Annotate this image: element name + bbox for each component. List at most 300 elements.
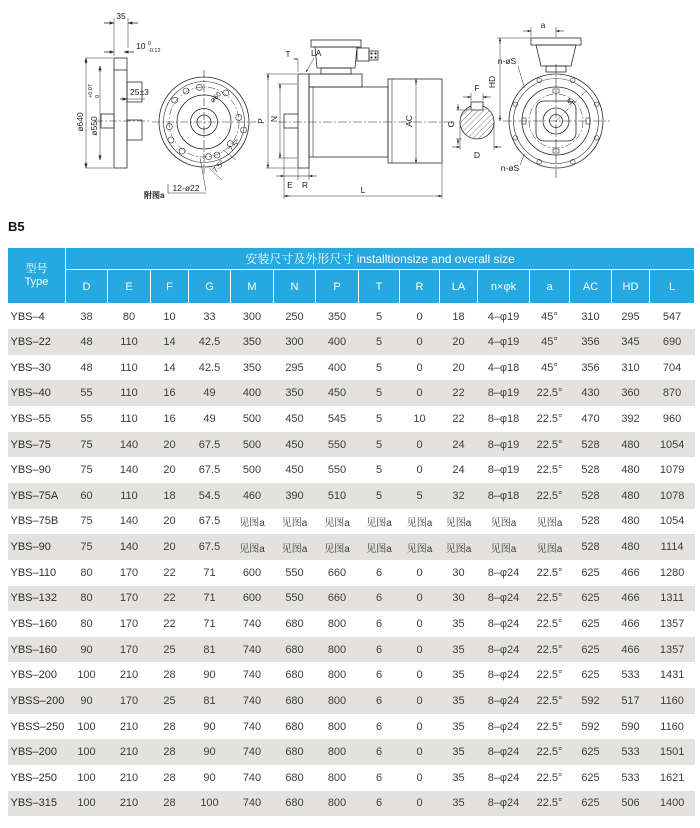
dimension-cell: 680 — [285, 618, 304, 630]
dimension-cell: 210 — [119, 746, 139, 759]
table-body — [8, 304, 695, 817]
dimension-cell: 14 — [163, 361, 176, 374]
dimension-cell: 8–φ24 — [487, 669, 520, 682]
section-label-b5: B5 — [8, 219, 25, 234]
dimension-cell: 450 — [285, 412, 304, 425]
dimension-cell: 100 — [77, 797, 96, 810]
header-col-G: G — [189, 270, 231, 304]
dimension-cell: 740 — [242, 771, 262, 784]
dimension-cell: 1054 — [659, 438, 685, 451]
dimension-cell: 625 — [581, 592, 600, 605]
dimension-cell: 67.5 — [198, 541, 221, 554]
dimension-cell: 360 — [621, 387, 640, 400]
dimension-cell: 592 — [581, 720, 600, 733]
dimension-cell: 295 — [285, 361, 304, 374]
dimension-cell: 90 — [203, 669, 216, 682]
dim-L: L — [360, 185, 366, 195]
dimension-cell: 1357 — [659, 643, 685, 656]
dimension-cell: 0 — [416, 694, 423, 707]
dimension-cell: 22.5° — [536, 643, 563, 656]
table-row — [8, 662, 695, 688]
dimension-cell: 1311 — [660, 592, 684, 605]
table-row — [8, 432, 695, 458]
dimension-cell: 24 — [452, 464, 465, 477]
dimension-cell: 20 — [452, 335, 465, 348]
dimension-cell: 5 — [375, 412, 383, 425]
header-model-cn: 型号 — [25, 262, 48, 275]
dimension-cell: 466 — [621, 618, 640, 630]
dimension-cell: 35 — [452, 797, 465, 810]
dimension-cell: 6 — [375, 643, 383, 656]
dimension-cell: 356 — [581, 361, 600, 374]
dimension-cell: 0 — [416, 771, 423, 784]
dimension-cell: 170 — [119, 618, 139, 630]
dimension-cell: 35 — [452, 720, 465, 733]
dimension-cell: 54.5 — [198, 489, 221, 502]
dimension-cell: 545 — [327, 412, 347, 425]
table-row — [8, 509, 695, 535]
header-col-AC: AC — [570, 270, 612, 304]
model-type-cell: YBS–160 — [10, 643, 57, 656]
dimension-cell: 见图a — [445, 543, 472, 555]
dimension-cell: 590 — [621, 720, 640, 733]
dim-P: P — [256, 118, 266, 124]
dimension-cell: 110 — [120, 335, 138, 348]
dim-25: 25±3 — [130, 87, 149, 97]
dimension-cell: 500 — [242, 438, 262, 451]
dimension-cell: 35 — [452, 618, 465, 630]
dimension-cell: 见图a — [490, 543, 517, 555]
dimension-cell: 0 — [416, 335, 423, 348]
dimension-cell: 0 — [416, 310, 423, 323]
dimension-cell: 350 — [242, 335, 262, 348]
dimension-cell: 48 — [80, 335, 93, 348]
dim-550-tol-up: +0.07 — [88, 84, 94, 98]
dimension-cell: 14 — [163, 335, 176, 348]
dimension-cell: 510 — [327, 489, 347, 502]
dimension-cell: 22.5° — [536, 489, 563, 502]
dimension-cell: 90 — [203, 746, 216, 759]
dimension-cell: 见图a — [239, 543, 265, 555]
dimension-cell: 6 — [375, 618, 383, 630]
dimension-cell: 533 — [621, 771, 640, 784]
dimension-cell: 6 — [375, 669, 383, 682]
header-model-type — [8, 248, 66, 304]
dimension-cell: 见图a — [490, 517, 517, 529]
header-col-L: L — [650, 270, 695, 304]
dimension-cell: 5 — [416, 489, 423, 502]
dimension-cell: 8–φ24 — [487, 797, 520, 810]
dim-640: ø640 — [75, 112, 85, 132]
table-row — [8, 611, 695, 637]
dimension-cell: 800 — [327, 746, 347, 759]
dimension-cell: 80 — [80, 566, 93, 579]
dimension-cell: 210 — [119, 797, 139, 810]
dimension-cell: 22.5° — [536, 464, 563, 477]
dimension-cell: 1280 — [659, 566, 685, 579]
model-type-cell: YBS–75A — [10, 489, 59, 502]
dimension-cell: 740 — [242, 797, 262, 810]
dimension-cell: 8–φ19 — [487, 387, 520, 400]
dimension-cell: 38 — [80, 310, 93, 323]
dimension-cell: 466 — [621, 592, 640, 605]
model-type-cell: YBS–55 — [10, 412, 51, 425]
dimension-cell: 0 — [416, 592, 423, 605]
dimension-cell: 5 — [375, 489, 383, 502]
dimension-cell: 528 — [581, 541, 600, 554]
dimension-cell: 28 — [163, 797, 176, 810]
header-col-T: T — [359, 270, 400, 304]
dimension-cell: 90 — [203, 771, 216, 784]
dimension-cell: 140 — [119, 464, 139, 477]
dimension-cell: 42.5 — [198, 361, 221, 374]
dimension-cell: 25 — [163, 643, 176, 656]
table-row — [8, 457, 695, 483]
dimension-cell: 210 — [119, 669, 139, 682]
dimension-cell: 140 — [119, 515, 139, 528]
table-row — [8, 791, 695, 817]
dimension-cell: 600 — [242, 592, 262, 605]
dimension-cell: 170 — [119, 592, 139, 605]
dimension-cell: 110 — [120, 489, 138, 502]
dimension-cell: 见图a — [239, 517, 265, 529]
dimension-cell: 110 — [120, 387, 138, 400]
dimension-cell: 45° — [541, 361, 558, 374]
dimension-cell: 0 — [416, 746, 423, 759]
dimension-cell: 见图a — [536, 543, 563, 555]
dimension-cell: 8–φ19 — [487, 438, 520, 451]
dimension-cell: 16 — [163, 387, 176, 400]
dimension-cell: 592 — [581, 694, 600, 707]
dim-angle-1: 7.5° — [226, 137, 243, 154]
dimension-cell: 16 — [163, 412, 176, 425]
model-type-cell: YBS–250 — [10, 771, 57, 784]
dimension-cell: 740 — [242, 669, 262, 682]
dimension-cell: 20 — [163, 515, 176, 528]
dim-LA: LA — [311, 48, 322, 58]
dimension-cell: 32 — [452, 489, 465, 502]
dimension-cell: 48 — [80, 361, 93, 374]
dimension-cell: 345 — [621, 335, 640, 348]
dimension-cell: 10 — [163, 310, 176, 323]
dim-E: E — [287, 180, 293, 190]
dimension-cell: 680 — [285, 746, 304, 759]
dimension-cell: 71 — [203, 592, 216, 605]
dimension-cell: 4–φ19 — [487, 335, 520, 348]
dimension-cell: 310 — [621, 361, 640, 374]
dim-nS-bottom: n-øS — [500, 163, 520, 173]
dim-bolt-holes: 12-ø22 — [172, 183, 200, 193]
dimension-cell: 67.5 — [198, 464, 221, 477]
table-row — [8, 380, 695, 406]
dim-nS-top: n-øS — [497, 56, 517, 66]
dimension-cell: 550 — [285, 566, 304, 579]
model-type-cell: YBS–200 — [10, 746, 57, 759]
dimension-cell: 1079 — [659, 464, 685, 477]
dimension-cell: 500 — [242, 412, 262, 425]
model-type-cell: YBS–90 — [10, 464, 51, 477]
dimension-cell: 466 — [621, 566, 640, 579]
header-col-N: N — [274, 270, 316, 304]
sub-header-row — [8, 270, 695, 304]
dimension-cell: 0 — [416, 797, 423, 810]
dimension-cell: 0 — [416, 361, 423, 374]
dimension-cell: 见图a — [281, 517, 308, 529]
dimension-cell: 22.5° — [536, 746, 563, 759]
dimension-cell: 45° — [541, 335, 558, 348]
dimension-cell: 740 — [242, 694, 262, 707]
motor-end-view — [497, 27, 610, 178]
dimension-cell: 8–φ24 — [487, 566, 520, 579]
model-type-cell: YBS–110 — [10, 566, 57, 579]
dim-R: R — [301, 180, 309, 190]
dimension-cell: 45° — [541, 310, 558, 323]
dimension-cell: 81 — [203, 694, 216, 707]
header-col-M: M — [231, 270, 274, 304]
dimension-cell: 8–φ24 — [487, 720, 520, 733]
dimension-cell: 528 — [581, 438, 600, 451]
dimension-cell: 0 — [416, 720, 423, 733]
dimension-cell: 见图a — [406, 517, 433, 529]
dimension-cell: 800 — [327, 643, 347, 656]
dimension-cell: 170 — [119, 566, 139, 579]
dimension-cell: 18 — [163, 489, 176, 502]
dimension-cell: 35 — [452, 771, 465, 784]
dimension-cell: 1160 — [660, 694, 684, 707]
dimension-cell: 8–φ24 — [487, 694, 520, 707]
header-col-HD: HD — [612, 270, 650, 304]
figure-a-caption: 附图a — [144, 191, 165, 200]
dimension-cell: 547 — [662, 310, 682, 323]
table-row — [8, 534, 695, 560]
dimension-cell: 690 — [662, 335, 682, 348]
motor-side-view-labels — [256, 48, 414, 195]
dim-F: F — [474, 83, 480, 93]
dimension-cell: 22 — [452, 412, 465, 425]
dimension-cell: 625 — [581, 618, 600, 630]
dimension-cell: 22.5° — [536, 438, 563, 451]
dimension-cell: 0 — [416, 464, 423, 477]
header-col-D: D — [66, 270, 108, 304]
dimension-cell: 625 — [581, 746, 600, 759]
dimension-cell: 见图a — [406, 543, 433, 555]
dimension-cell: 517 — [621, 694, 640, 707]
dimension-cell: 450 — [285, 438, 304, 451]
model-type-cell: YBS–132 — [10, 592, 57, 605]
model-type-cell: YBSS–200 — [10, 694, 65, 707]
dimension-cell: 80 — [80, 618, 93, 630]
dimension-cell: 28 — [163, 746, 176, 759]
dimension-cell: 110 — [120, 361, 138, 374]
dimension-cell: 20 — [452, 361, 465, 374]
dimension-cell: 480 — [621, 515, 640, 528]
model-type-cell: YBS–315 — [10, 797, 57, 810]
dimension-cell: 24 — [452, 438, 465, 451]
dimension-cell: 28 — [163, 720, 176, 733]
table-row — [8, 637, 695, 663]
dimension-cell: 见图a — [445, 517, 472, 529]
dimension-cell: 140 — [119, 438, 139, 451]
table-row — [8, 560, 695, 586]
dimension-cell: 5 — [375, 464, 383, 477]
dimension-cell: 81 — [203, 643, 216, 656]
dimension-cell: 533 — [621, 746, 640, 759]
dim-550: ø550 — [89, 116, 99, 136]
dimension-cell: 8–φ24 — [487, 771, 520, 784]
dimension-cell: 80 — [80, 592, 93, 605]
dimension-cell: 22.5° — [536, 592, 563, 605]
dimension-cell: 22 — [163, 618, 176, 630]
header-model-en: Type — [24, 275, 49, 288]
dim-G: G — [446, 120, 456, 128]
dimension-cell: 550 — [327, 464, 347, 477]
dimension-cell: 356 — [581, 335, 600, 348]
table-header — [8, 248, 695, 304]
dimension-cell: 800 — [327, 797, 347, 810]
dimension-cell: 见图a — [366, 517, 392, 529]
dimension-cell: 见图a — [281, 543, 308, 555]
dimension-cell: 800 — [327, 720, 347, 733]
dimension-cell: 42.5 — [198, 335, 221, 348]
dimension-cell: 22.5° — [536, 797, 563, 810]
dimension-cell: 625 — [581, 797, 600, 810]
dimension-cell: 35 — [452, 643, 465, 656]
dimension-cell: 55 — [80, 387, 93, 400]
dimension-cell: 110 — [120, 412, 138, 425]
dimension-cell: 8–φ18 — [487, 412, 520, 425]
dimension-cell: 8–φ24 — [487, 618, 520, 630]
dimension-cell: 22.5° — [536, 387, 563, 400]
dimension-cell: 5 — [375, 335, 383, 348]
dimension-cell: 680 — [285, 643, 304, 656]
model-type-cell: YBS–40 — [10, 387, 51, 400]
motor-side-view — [266, 40, 452, 199]
header-col-P: P — [316, 270, 359, 304]
dimension-cell: 1501 — [659, 746, 685, 759]
dimension-cell: 400 — [327, 361, 347, 374]
dimension-cell: 625 — [581, 643, 600, 656]
dimension-cell: 625 — [581, 566, 600, 579]
header-col-LA: LA — [440, 270, 478, 304]
dimension-cell: 740 — [242, 643, 262, 656]
dimension-cell: 140 — [119, 541, 139, 554]
dimension-cell: 0 — [416, 438, 423, 451]
dimension-cell: 4–φ18 — [487, 361, 520, 374]
header-col-E: E — [108, 270, 151, 304]
header-col-a: a — [530, 270, 570, 304]
dimension-cell: 480 — [621, 464, 640, 477]
header-col-R: R — [400, 270, 440, 304]
dim-35: 35 — [116, 11, 126, 21]
dimension-cell: 22.5° — [536, 669, 563, 682]
dimension-cell: 6 — [375, 797, 383, 810]
dimension-cell: 625 — [581, 771, 600, 784]
dimension-cell: 800 — [327, 669, 347, 682]
dimension-cell: 22.5° — [536, 720, 563, 733]
dimension-cell: 500 — [242, 464, 262, 477]
dimension-cell: 295 — [621, 310, 640, 323]
dim-angle-2: 7.5° — [210, 158, 227, 175]
dimension-cell: 90 — [80, 643, 93, 656]
dimension-cell: 100 — [200, 797, 219, 810]
dimension-cell: 0 — [416, 643, 423, 656]
dimension-cell: 740 — [242, 618, 262, 630]
dimension-cell: 450 — [285, 464, 304, 477]
dimension-cell: 1114 — [660, 541, 684, 554]
dimension-cell: 400 — [242, 387, 262, 400]
dimension-cell: 0 — [416, 387, 423, 400]
dimension-cell: 71 — [203, 566, 216, 579]
dimension-cell: 460 — [242, 489, 262, 502]
dimension-cell: 680 — [285, 669, 304, 682]
dimension-cell: 55 — [80, 412, 93, 425]
dimension-cell: 5 — [375, 310, 383, 323]
dimension-cell: 740 — [242, 746, 262, 759]
dimension-cell: 见图a — [324, 543, 350, 555]
dimension-cell: 250 — [285, 310, 304, 323]
dimension-cell: 100 — [77, 771, 96, 784]
dimension-cell: 4–φ19 — [487, 310, 520, 323]
header-span-install-size: 安装尺寸及外形尺寸 installtionsize and overall size — [66, 248, 695, 270]
dimension-cell: 660 — [327, 566, 347, 579]
dimension-cell: 22.5° — [536, 618, 563, 630]
dim-10-tol-up: 0 — [148, 41, 152, 47]
dimension-cell: 22 — [163, 566, 176, 579]
dimension-cell: 430 — [581, 387, 600, 400]
dim-D: D — [473, 150, 481, 160]
dimension-cell: 660 — [327, 592, 347, 605]
dimension-cell: 210 — [119, 771, 139, 784]
dimension-cell: 1621 — [659, 771, 685, 784]
dimension-cell: 680 — [285, 771, 304, 784]
dimension-cell: 80 — [122, 310, 136, 323]
dim-10-tol-low: -0.12 — [148, 48, 161, 54]
dimension-cell: 800 — [327, 618, 347, 630]
dimension-cell: 466 — [621, 643, 640, 656]
dimension-cell: 33 — [203, 310, 216, 323]
model-type-cell: YBSS–250 — [10, 720, 65, 733]
dimension-cell: 49 — [203, 412, 216, 425]
dimension-cell: 30 — [452, 566, 465, 579]
dimension-cell: 90 — [80, 694, 93, 707]
dimension-cell: 680 — [285, 720, 304, 733]
dimension-cell: 6 — [375, 746, 383, 759]
dimension-cell: 300 — [285, 335, 304, 348]
dimension-cell: 35 — [452, 694, 465, 707]
table-row — [8, 406, 695, 432]
shaft-section — [452, 93, 502, 150]
model-type-cell: YBS–75B — [10, 515, 59, 528]
dimension-cell: 480 — [621, 541, 640, 554]
dimension-cell: 22.5° — [536, 771, 563, 784]
dimension-cell: 400 — [327, 335, 347, 348]
dimension-cell: 60 — [80, 489, 93, 502]
dimension-cell: 392 — [621, 412, 640, 425]
dimension-cell: 528 — [581, 489, 600, 502]
dimension-cell: 30 — [452, 592, 465, 605]
header-col-nk: n×φk — [478, 270, 530, 304]
model-type-cell: YBS–200 — [10, 669, 57, 682]
dimension-cell: 704 — [662, 361, 682, 374]
dimension-cell: 22.5° — [536, 694, 563, 707]
dimension-cell: 25 — [163, 694, 176, 707]
dimension-cell: 1400 — [659, 797, 685, 810]
dimension-cell: 480 — [621, 489, 640, 502]
dimension-cell: 5 — [375, 387, 383, 400]
dimension-cell: 480 — [621, 438, 640, 451]
dim-a: a — [540, 20, 546, 30]
dimension-cell: 0 — [416, 566, 423, 579]
